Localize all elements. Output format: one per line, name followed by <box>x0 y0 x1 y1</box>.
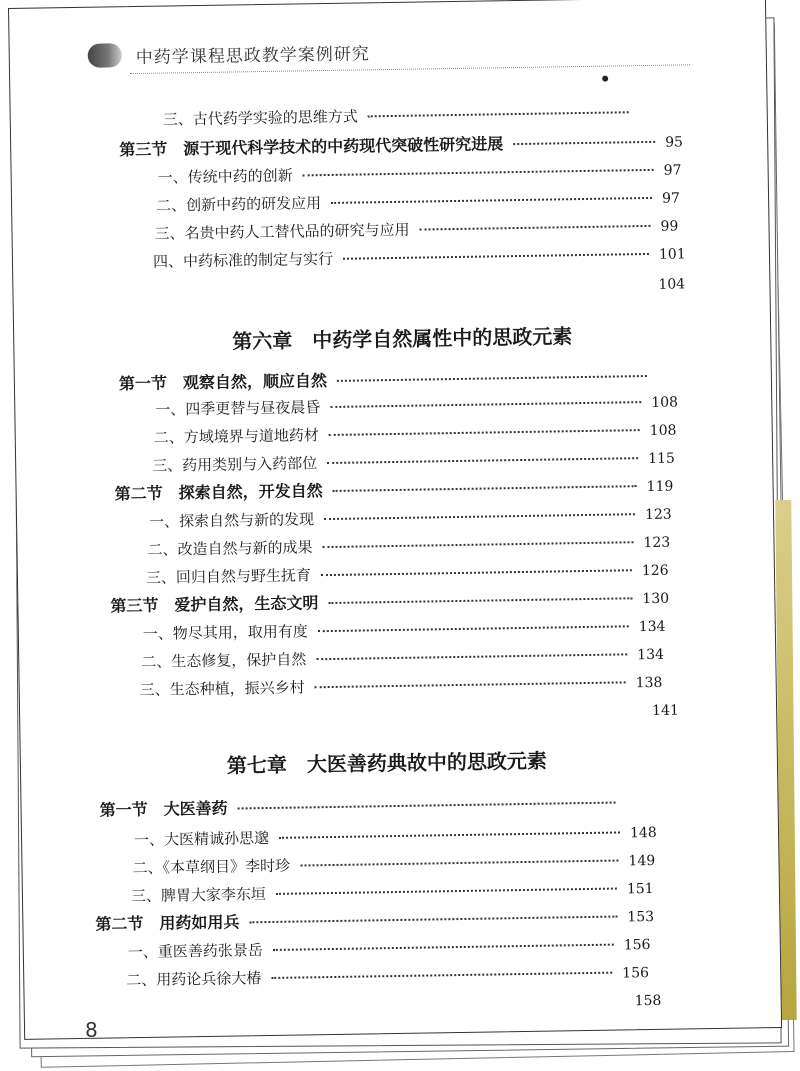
toc-entry[interactable]: 二、《本草纲目》李时珍 149 <box>132 852 656 878</box>
running-header <box>87 33 370 73</box>
toc-entry[interactable]: 一、大医精诚孙思邈 148 <box>133 824 657 850</box>
toc-page-number: 104 <box>658 276 686 293</box>
toc-entry[interactable]: 三、名贵中药人工替代品的研究与应用 99 <box>154 218 679 243</box>
chapter-title[interactable]: 第六章 中药学自然属性中的思政元素 <box>232 324 573 354</box>
toc-page-number: 158 <box>634 992 662 1010</box>
toc-section[interactable]: 第三节 源于现代科学技术的中药现代突破性研究进展 95 <box>119 134 684 160</box>
toc-entry[interactable]: 一、探索自然与新的发现 123 <box>148 506 672 531</box>
toc-entry[interactable]: 二、用药论兵徐大椿 156 <box>126 965 650 990</box>
toc-section[interactable]: 第三节 爱护自然，生态文明 130 <box>110 590 670 616</box>
toc-entry[interactable]: 二、方域境界与道地药材 108 <box>153 422 677 447</box>
toc-entry[interactable]: 一、传统中药的创新 97 <box>157 162 682 187</box>
toc-section[interactable]: 第一节 观察自然，顺应自然 <box>119 362 691 397</box>
running-title: 中药学课程思政教学案例研究 <box>135 43 370 68</box>
toc-entry[interactable]: 二、创新中药的研发应用 97 <box>155 190 681 215</box>
toc-section[interactable]: 第二节 探索自然，开发自然 119 <box>114 478 674 504</box>
toc-page-number: 141 <box>651 702 679 719</box>
toc-entry[interactable]: 三、生态种植，振兴乡村 138 <box>139 674 663 700</box>
toc-entry[interactable]: 三、回归自然与野生抚育 126 <box>145 562 669 587</box>
book-logo-icon <box>88 43 122 68</box>
header-dot <box>602 76 608 82</box>
book-page <box>8 0 782 1040</box>
toc-entry[interactable]: 一、四季更替与昼夜晨昏 108 <box>155 394 679 419</box>
chapter-title[interactable]: 第七章 大医善药典故中的思政元素 <box>226 748 548 778</box>
toc-entry[interactable]: 三、古代药学实验的思维方式 <box>163 101 673 135</box>
toc-entry[interactable]: 二、改造自然与新的成果 123 <box>147 534 671 559</box>
toc-entry[interactable]: 四、中药标准的制定与实行 101 <box>152 246 686 271</box>
toc-entry[interactable]: 一、物尽其用，取用有度 134 <box>142 618 666 643</box>
toc-section[interactable]: 第二节 用药如用兵 153 <box>95 908 655 934</box>
toc-entry[interactable]: 三、脾胃大家李东垣 151 <box>130 880 654 906</box>
toc-entry[interactable]: 一、重医善药张景岳 156 <box>127 937 651 962</box>
toc-entry[interactable]: 二、生态修复，保护自然 134 <box>141 646 665 671</box>
toc-section[interactable]: 第一节 大医善药 <box>99 789 659 824</box>
toc-entry[interactable]: 三、药用类别与入药部位 115 <box>152 450 676 475</box>
page-number: 8 <box>84 1017 98 1042</box>
